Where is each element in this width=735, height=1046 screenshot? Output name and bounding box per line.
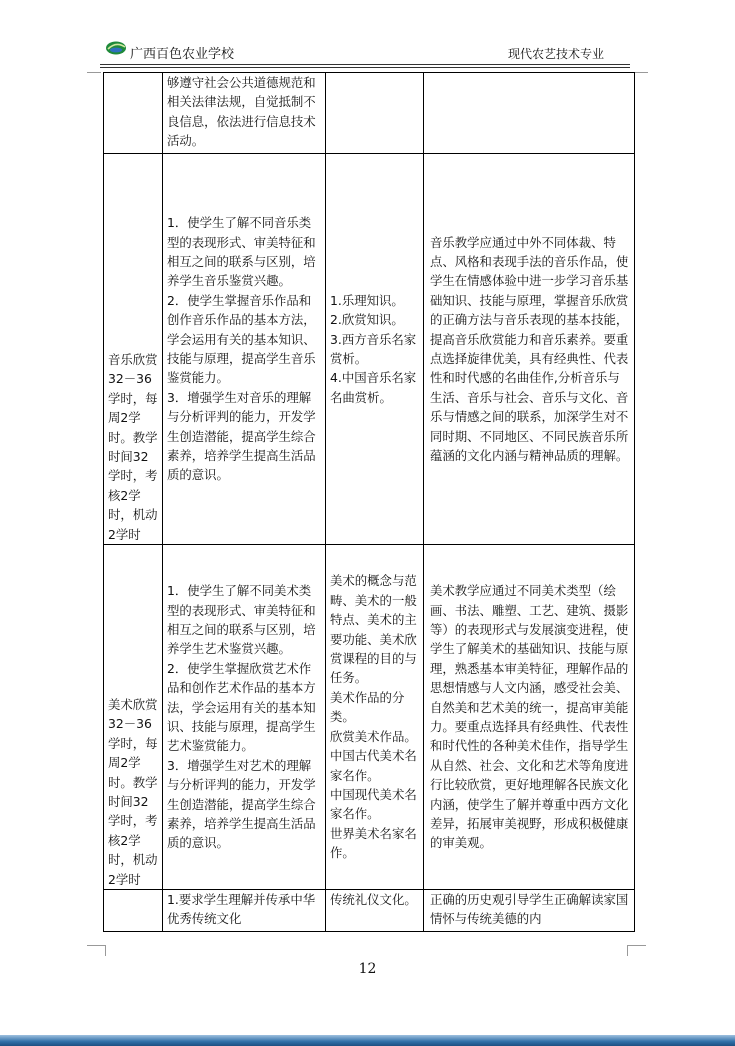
table-row [104, 73, 635, 154]
requirements-cell: 美术教学应通过不同美术类型（绘画、书法、雕塑、工艺、建筑、摄影等）的表现形式与发展演变进程，使学生了解美术的基础知识、技能与原理，熟悉基本审美特征，理解作品的思想情感与人文内涵，感受社会美、自然美和艺术美的统一，提高审美能力。要重点选择具有经典性、代表性和时代性的各种美术佳作，指导学生从自然、社会、文化和艺术等角度进行比较欣赏，更好地理解各民族文化内涵，使学生了解并尊重中西方文化差异，拓展审美视野，形成积极健康的审美观。 [424, 545, 635, 890]
table-row [104, 545, 635, 890]
table-row [104, 154, 635, 545]
school-logo-icon [105, 38, 127, 56]
requirements-cell: 音乐教学应通过中外不同体裁、特点、风格和表现手法的音乐作品，使学生在情感体验中进一步学习音乐基础知识、技能与原理，掌握音乐欣赏的正确方法与音乐表现的基本技能，提高音乐欣赏能力和音乐素养。要重点选择旋律优美，具有经典性、代表性和时代感的名曲佳作,分析音乐与生活、音乐与社会、音乐与文化、音乐与情感之间的联系，加深学生对不同时期、不同地区、不同民族音乐所蕴涵的文化内涵与精神品质的理解。 [424, 154, 635, 545]
course-cell [104, 890, 163, 932]
course-cell: 音乐欣赏32－36学时，每周2学时。教学时间32学时，考核2学时，机动2学时 [104, 154, 163, 545]
crop-mark [87, 72, 101, 73]
crop-mark [634, 72, 648, 73]
objectives-cell: 1．使学生了解不同美术类型的表现形式、审美特征和相互之间的联系与区别，培养学生艺术鉴赏兴趣。 2．使学生掌握欣赏艺术作品和创作艺术作品的基本方法，学会运用有关的基本知识、技能与原理，提高学生艺术鉴赏能力。 3．增强学生对艺术的理解与分析评判的能力，开发学生创造潜能，提高学生综合素养，培养学生提高生活品质的意识。 [163, 545, 326, 890]
content-cell: 美术的概念与范畴、美术的一般特点、美术的主要功能、美术欣赏课程的目的与任务。 美术作品的分类。 欣赏美术作品。 中国古代美术名家名作。 中国现代美术名家名作。 世界美术名家名作。 [326, 545, 424, 890]
requirements-cell [424, 73, 635, 154]
content-cell: 1.乐理知识。 2.欣赏知识。 3.西方音乐名家赏析。 4.中国音乐名家名曲赏析。 [326, 154, 424, 545]
school-name: 广西百色农业学校 [130, 47, 235, 62]
header-rule [100, 64, 630, 65]
window-bottom-bar [0, 1035, 735, 1046]
objectives-cell: 1.要求学生理解并传承中华优秀传统文化 [163, 890, 326, 932]
content-cell: 传统礼仪文化。 [326, 890, 424, 932]
content-cell [326, 73, 424, 154]
course-cell: 美术欣赏32－36学时，每周2学时。教学时间32学时，考核2学时，机动2学时 [104, 545, 163, 890]
requirements-cell: 正确的历史观引导学生正确解读家国情怀与传统美德的内 [424, 890, 635, 932]
page-number: 12 [358, 961, 377, 977]
crop-mark [87, 945, 106, 956]
curriculum-table [103, 72, 635, 932]
major-name: 现代农艺技术专业 [507, 47, 604, 61]
crop-mark [627, 945, 646, 956]
course-cell [104, 73, 163, 154]
header-rule-thin [100, 67, 630, 68]
objectives-cell: 1．使学生了解不同音乐类型的表现形式、审美特征和相互之间的联系与区别，培养学生音乐鉴赏兴趣。 2．使学生掌握音乐作品和创作音乐作品的基本方法，学会运用有关的基本知识、技能与原理，提高学生音乐鉴赏能力。 3．增强学生对音乐的理解与分析评判的能力，开发学生创造潜能，提高学生综合素养，培养学生提高生活品质的意识。 [163, 154, 326, 545]
table-row [104, 890, 635, 932]
objectives-cell: 够遵守社会公共道德规范和相关法律法规，自觉抵制不良信息，依法进行信息技术活动。 [163, 73, 326, 154]
page-header [100, 36, 630, 66]
